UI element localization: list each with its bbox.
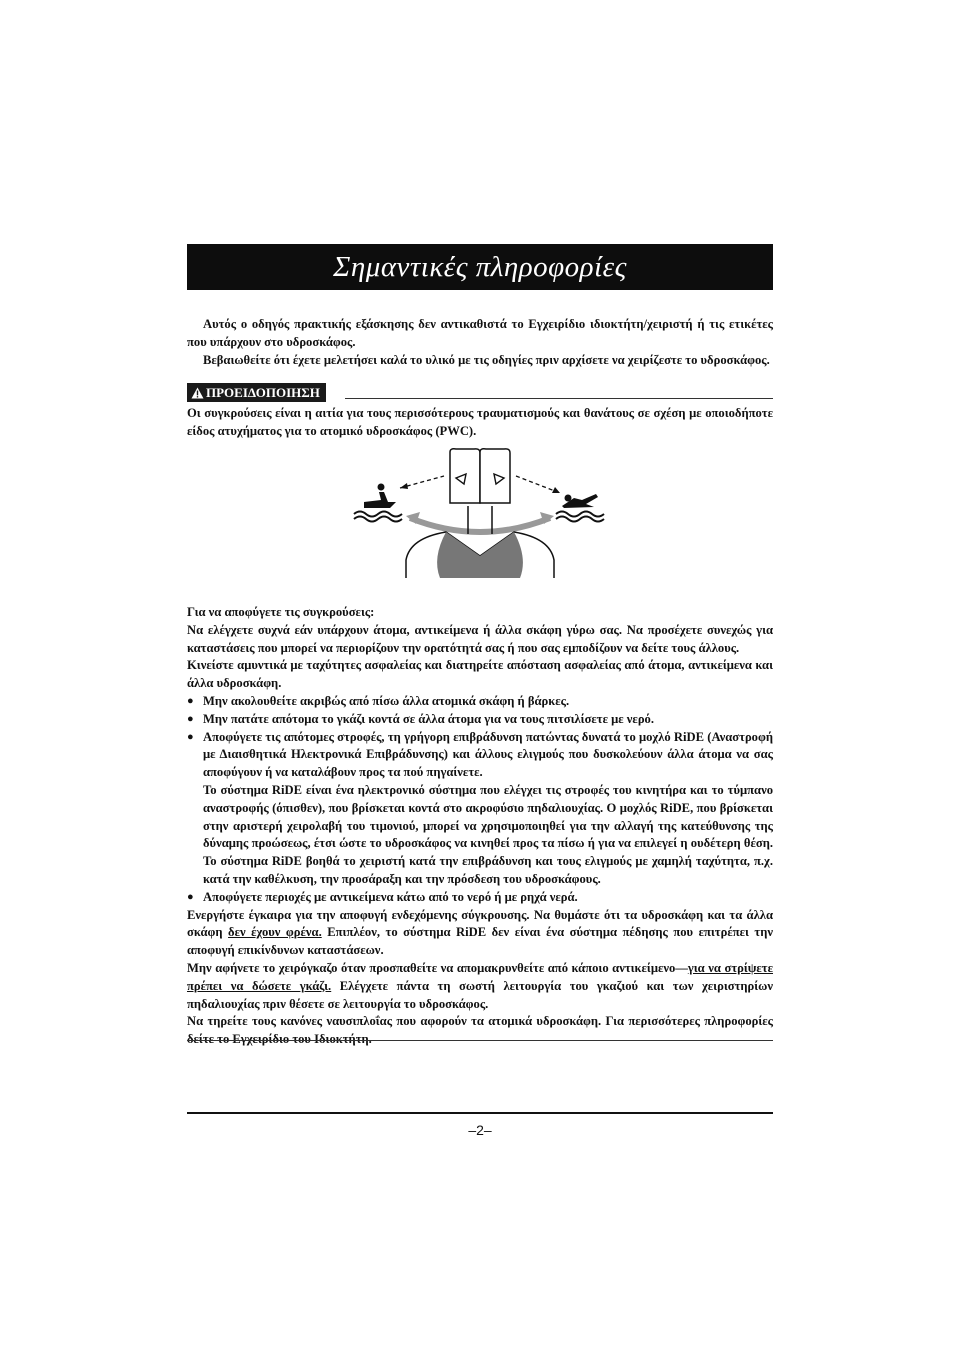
jetski-icon [364, 492, 396, 508]
rider-head [378, 484, 385, 491]
body-line-4 [187, 907, 773, 960]
body-line-3: Κινείστε αμυντικά με ταχύτητες ασφαλείας και διατηρείτε απόσταση ασφαλείας από άτομα, αντικείμενα και άλλα υδροσκάφη. [187, 658, 773, 691]
warning-triangle-icon [191, 387, 204, 399]
list-item: ● Αποφύγετε περιοχές με αντικείμενα κάτω από το νερό ή με ρηχά νερά. [187, 889, 773, 907]
swimmer-head [565, 495, 572, 502]
bullet-list-1 [187, 693, 773, 782]
body-line-6: Να τηρείτε τους κανόνες ναυσιπλοΐας που αφορούν τα ατομικά υδροσκάφη. Για περισσότερες πληροφορίες δείτε το Εγχειρίδιο του Ιδιοκτήτη. [187, 1014, 773, 1047]
body-line-2: Να ελέγχετε συχνά εάν υπάρχουν άτομα, αντικείμενα ή άλλα σκάφη γύρω σας. Να προσέχετε συνεχώς για καταστάσεις που μπορεί να περιορίζουν την ορατότητά σας ή που σας εμποδίζουν να δείτε τους άλλους. [187, 622, 773, 655]
collision-avoidance-block [187, 604, 773, 1049]
warning-text-block [187, 405, 773, 441]
section-title: Σημαντικές πληροφορίες [333, 250, 627, 283]
warning-text: Οι συγκρούσεις είναι η αιτία για τους περισσότερους τραυματισμούς και θανάτους σε σχέση με οποιοδήποτε είδος ατυχήματος για το ατομικό υδροσκάφος (PWC). [187, 406, 773, 438]
text-span: Επιπλέον, το σύστημα RiDE δεν είναι ένα σύστημα πέδησης που επιτρέπει την αποφυγή επικίνδυνων καταστάσεων. [187, 925, 773, 958]
warning-header [187, 383, 773, 403]
body-line-5 [187, 960, 773, 1013]
underlined-text: για να στρίψετε πρέπει να δώσετε γκάζι. [187, 960, 773, 993]
list-item [187, 729, 773, 782]
list-item: ● Μην ακολουθείτε ακριβώς από πίσω άλλα ατομικά σκάφη ή βάρκες. [187, 693, 773, 711]
text-span: Μην αφήνετε το χειρόγκαζο όταν προσπαθείτε να απομακρυνθείτε από κάποιο αντικείμενο— [187, 960, 688, 975]
warning-end-divider [187, 1040, 773, 1041]
page-number: –2– [468, 1122, 492, 1138]
text-span: Ενεργήστε έγκαιρα για την αποφυγή ενδεχόμενης σύγκρουσης. Να θυμάστε ότι τα υδροσκάφη και τα άλλα σκάφη [187, 907, 773, 940]
bullet-list-2 [187, 889, 773, 907]
warning-divider [345, 398, 773, 399]
list-item-text: Αποφύγετε τις απότομες στροφές, τη γρήγορη επιβράδυνση πατώντας δυνατά το μοχλό RiDE (Αναστροφή με Διαισθητικά Ηλεκτρονικά Επιβράδυνσης) και άλλους ελιγμούς που δυσκολεύουν άλλα άτομα να σας αποφύγουν ή να καταλάβουν προς τα πού πηγαίνετε. [203, 729, 773, 780]
text-span: Ελέγχετε πάντα τη σωστή λειτουργία του γκαζιού και των χειριστηρίων πηδαλιουχίας πριν θέσετε σε λειτουργία το υδροσκάφος. [187, 978, 774, 1011]
footer-divider [187, 1112, 773, 1114]
vest-right [480, 532, 523, 578]
body-line-1: Για να αποφύγετε τις συγκρούσεις: [187, 605, 375, 619]
underlined-text: δεν έχουν φρένα. [228, 925, 322, 940]
intro-paragraph-2: Βεβαιωθείτε ότι έχετε μελετήσει καλά το υλικό με τις οδηγίες πριν αρχίσετε να χειρίζεστε το υδροσκάφος. [203, 352, 770, 367]
section-header-band [187, 244, 773, 290]
intro-block [187, 316, 773, 369]
collision-awareness-illustration [350, 448, 610, 580]
warning-label: ΠΡΟΕΙΔΟΠΟΙΗΣΗ [206, 384, 320, 400]
intro-paragraph-1: Αυτός ο οδηγός πρακτικής εξάσκησης δεν αντικαθιστά το Εγχειρίδιο ιδιοκτήτη/χειριστή ή τις ετικέτες που υπάρχουν στο υδροσκάφος. [187, 317, 773, 349]
list-item: ● Μην πατάτε απότομα το γκάζι κοντά σε άλλα άτομα για να τους πιτσιλίσετε με νερό. [187, 711, 773, 729]
vest-left [437, 532, 480, 578]
head-turn-arrow [410, 518, 550, 532]
warning-label-box [187, 383, 326, 402]
ride-description: Το σύστημα RiDE είναι ένα ηλεκτρονικό σύστημα που ελέγχει τις στροφές του κινητήρα και το τύμπανο αναστροφής (όπισθεν), που βρίσκεται κοντά στο ακροφύσιο πηδαλιουχίας. Ο μοχλός RiDE, που βρίσκεται στην αριστερή χειρολαβή του τιμονιού, μπορεί να χρησιμοποιηθεί για την αλλαγή της κατεύθυνσης της δύναμης προώσεως, έτσι ώστε το υδροσκάφος να κινηθεί προς τα πίσω ή για να επιλεγεί η ουδέτερη θέση. Το σύστημα RiDE βοηθά το χειριστή κατά την επιβράδυνση και τους ελιγμούς με χαμηλή ταχύτητα, π.χ. κατά την καθέλκυση, την προσάραξη και την πρόσδεση του υδροσκάφους. [203, 782, 773, 886]
